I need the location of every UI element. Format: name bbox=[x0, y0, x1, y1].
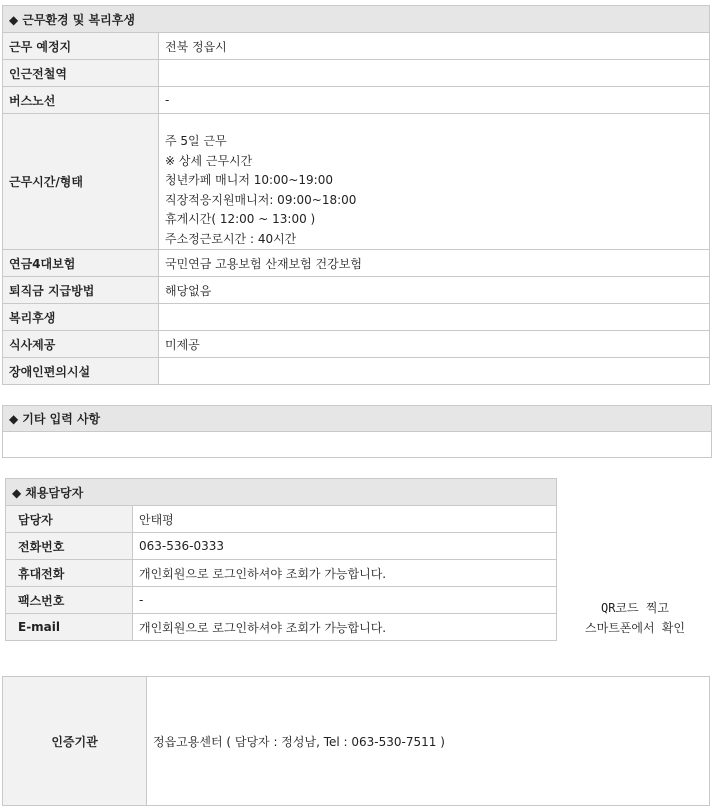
work-conditions-table bbox=[2, 5, 710, 385]
hours-line: 주 5일 근무 bbox=[165, 134, 227, 148]
row-value: 개인회원으로 로그인하셔야 조회가 가능합니다. bbox=[133, 560, 557, 587]
table-row bbox=[6, 533, 557, 560]
table-row bbox=[3, 60, 710, 87]
row-label: 전화번호 bbox=[6, 533, 133, 560]
row-label: 퇴직금 지급방법 bbox=[3, 277, 159, 304]
row-label: 복리후생 bbox=[3, 304, 159, 331]
table-row bbox=[3, 277, 710, 304]
section-header-contact bbox=[6, 479, 557, 506]
section-header-work bbox=[3, 6, 710, 33]
row-value: 해당없음 bbox=[159, 277, 710, 304]
row-value: 전북 정읍시 bbox=[159, 33, 710, 60]
row-value: 국민연금 고용보험 산재보험 건강보험 bbox=[159, 250, 710, 277]
cert-value: 정읍고용센터 ( 담당자 : 정성남, Tel : 063-530-7511 ) bbox=[147, 677, 710, 806]
table-row bbox=[6, 506, 557, 533]
hours-line: 청년카페 매니저 10:00~19:00 bbox=[165, 173, 333, 187]
table-row bbox=[3, 331, 710, 358]
qr-line-2: 스마트폰에서 확인 bbox=[585, 621, 685, 635]
row-label: 근무시간/형태 bbox=[3, 114, 159, 250]
row-label: 담당자 bbox=[6, 506, 133, 533]
row-label: E-mail bbox=[6, 614, 133, 641]
table-row bbox=[3, 304, 710, 331]
hours-line: 주소정근로시간 : 40시간 bbox=[165, 231, 297, 246]
row-value bbox=[159, 304, 710, 331]
row-value: 개인회원으로 로그인하셔야 조회가 가능합니다. bbox=[133, 614, 557, 641]
qr-code-notice bbox=[565, 598, 705, 638]
row-value: - bbox=[133, 587, 557, 614]
row-value bbox=[159, 358, 710, 385]
certification-table bbox=[2, 676, 710, 806]
row-label: 휴대전화 bbox=[6, 560, 133, 587]
row-value: 063-536-0333 bbox=[133, 533, 557, 560]
row-label: 팩스번호 bbox=[6, 587, 133, 614]
qr-line-1: QR코드 찍고 bbox=[600, 601, 670, 615]
working-hours-value bbox=[159, 114, 710, 250]
row-label: 근무 예정지 bbox=[3, 33, 159, 60]
other-info-value bbox=[3, 432, 712, 458]
hours-line: 직장적응지원매니저: 09:00~18:00 bbox=[165, 192, 357, 207]
table-row bbox=[3, 114, 710, 250]
table-row bbox=[3, 33, 710, 60]
table-row bbox=[3, 358, 710, 385]
other-info-table bbox=[2, 405, 712, 458]
hours-line: 휴게시간( 12:00 ~ 13:00 ) bbox=[165, 212, 316, 226]
diamond-bullet-icon: ◆ bbox=[12, 485, 22, 500]
cert-label: 인증기관 bbox=[3, 677, 147, 806]
section-title: 기타 입력 사항 bbox=[22, 412, 101, 426]
row-label: 연금4대보험 bbox=[3, 250, 159, 277]
row-label: 장애인편의시설 bbox=[3, 358, 159, 385]
diamond-bullet-icon: ◆ bbox=[9, 12, 19, 27]
row-label: 인근전철역 bbox=[3, 60, 159, 87]
table-row bbox=[3, 250, 710, 277]
table-row bbox=[6, 614, 557, 641]
row-label: 식사제공 bbox=[3, 331, 159, 358]
row-value: - bbox=[159, 87, 710, 114]
row-value: 미제공 bbox=[159, 331, 710, 358]
row-value: 안태평 bbox=[133, 506, 557, 533]
section-title: 근무환경 및 복리후생 bbox=[22, 12, 135, 27]
section-header-other bbox=[3, 406, 712, 432]
contact-table bbox=[5, 478, 557, 641]
table-row bbox=[6, 560, 557, 587]
row-value bbox=[159, 60, 710, 87]
table-row bbox=[6, 587, 557, 614]
diamond-bullet-icon: ◆ bbox=[9, 412, 19, 426]
row-label: 버스노선 bbox=[3, 87, 159, 114]
section-title: 채용담당자 bbox=[25, 485, 84, 500]
table-row bbox=[3, 87, 710, 114]
hours-line: ※ 상세 근무시간 bbox=[165, 153, 253, 168]
